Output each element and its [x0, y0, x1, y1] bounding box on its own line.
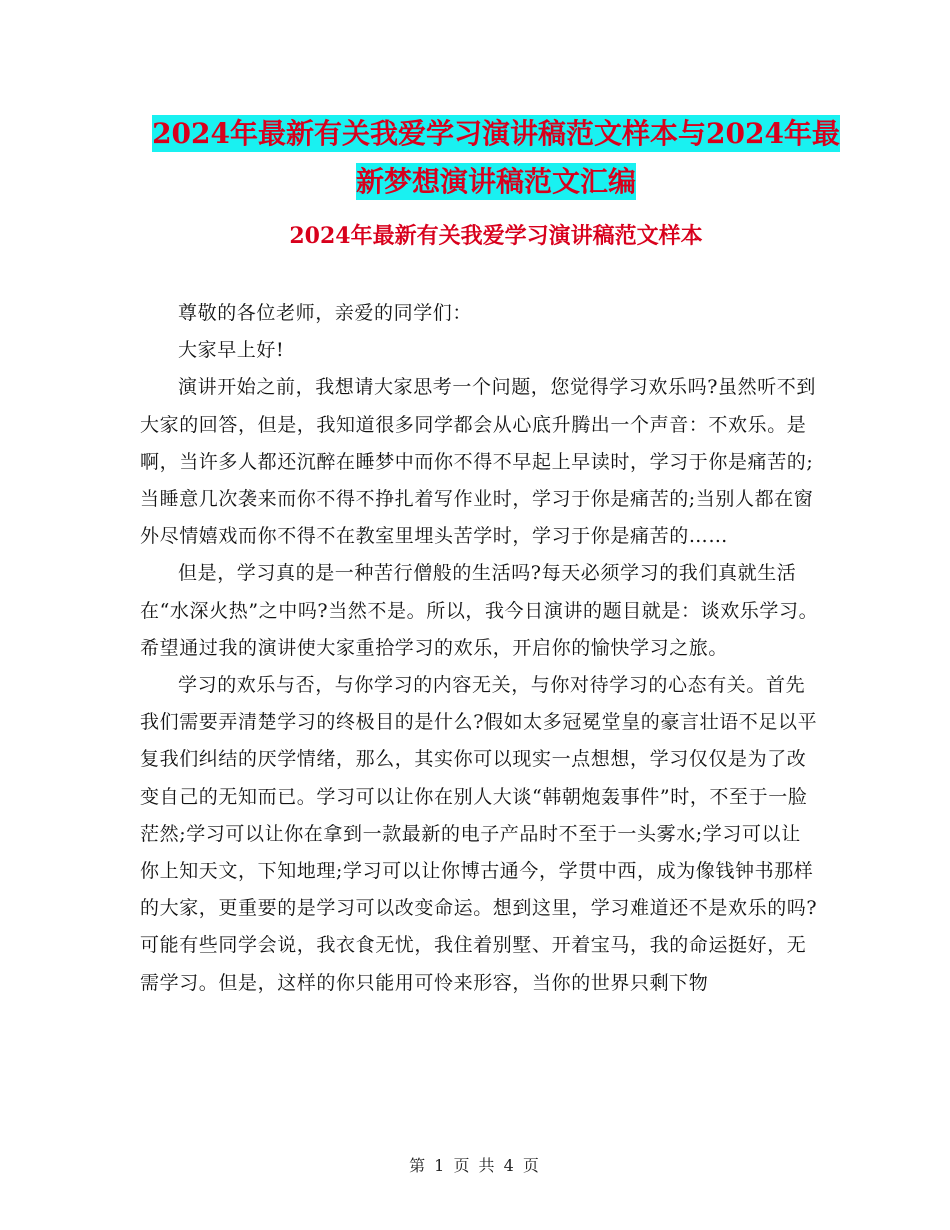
section-title: 2024年最新有关我爱学习演讲稿范文样本: [289, 223, 703, 249]
document-title-line2: 新梦想演讲稿范文汇编: [355, 165, 636, 198]
page-footer: 第 1 页 共 4 页: [409, 1156, 541, 1175]
paragraph-greeting: 大家早上好!: [178, 339, 285, 362]
document-title-line1: 2024年最新有关我爱学习演讲稿范文样本与2024年最: [152, 117, 840, 150]
paragraph-1: 演讲开始之前，我想请大家思考一个问题，您觉得学习欢乐吗?虽然听不到大家的回答，但是，我知道很多同学都会从心底升腾出一个声音：不欢乐。是啊，当许多人都还沉醉在睡梦中而你不得不早起上早读时，学习于你是痛苦的;当睡意几次袭来而你不得不挣扎着写作业时，学习于你是痛苦的;当别人都在窗外尽情嬉戏而你不得不在教室里埋头苦学时，学习于你是痛苦的……: [140, 376, 816, 548]
document-body: [140, 295, 820, 1002]
paragraph-2: 但是，学习真的是一种苦行僧般的生活吗?每天必须学习的我们真就生活在“水深火热”之中吗?当然不是。所以，我今日演讲的题目就是：谈欢乐学习。希望通过我的演讲使大家重拾学习的欢乐，开启你的愉快学习之旅。: [140, 562, 819, 659]
paragraph-salutation: 尊敬的各位老师，亲爱的同学们：: [178, 302, 473, 324]
document-title: [140, 110, 852, 206]
paragraph-3: 学习的欢乐与否，与你学习的内容无关，与你对待学习的心态有关。首先我们需要弄清楚学习的终极目的是什么?假如太多冠冕堂皇的豪言壮语不足以平复我们纠结的厌学情绪，那么，其实你可以现实一点想想，学习仅仅是为了改变自己的无知而已。学习可以让你在别人大谈“韩朝炮轰事件”时，不至于一脸茫然;学习可以让你在拿到一款最新的电子产品时不至于一头雾水;学习可以让你上知天文，下知地理;学习可以让你博古通今，学贯中西，成为像钱钟书那样的大家，更重要的是学习可以改变命运。想到这里，学习难道还不是欢乐的吗?可能有些同学会说，我衣食无忧，我住着别墅、开着宝马，我的命运挺好，无需学习。但是，这样的你只能用可怜来形容，当你的世界只剩下物: [140, 674, 818, 994]
